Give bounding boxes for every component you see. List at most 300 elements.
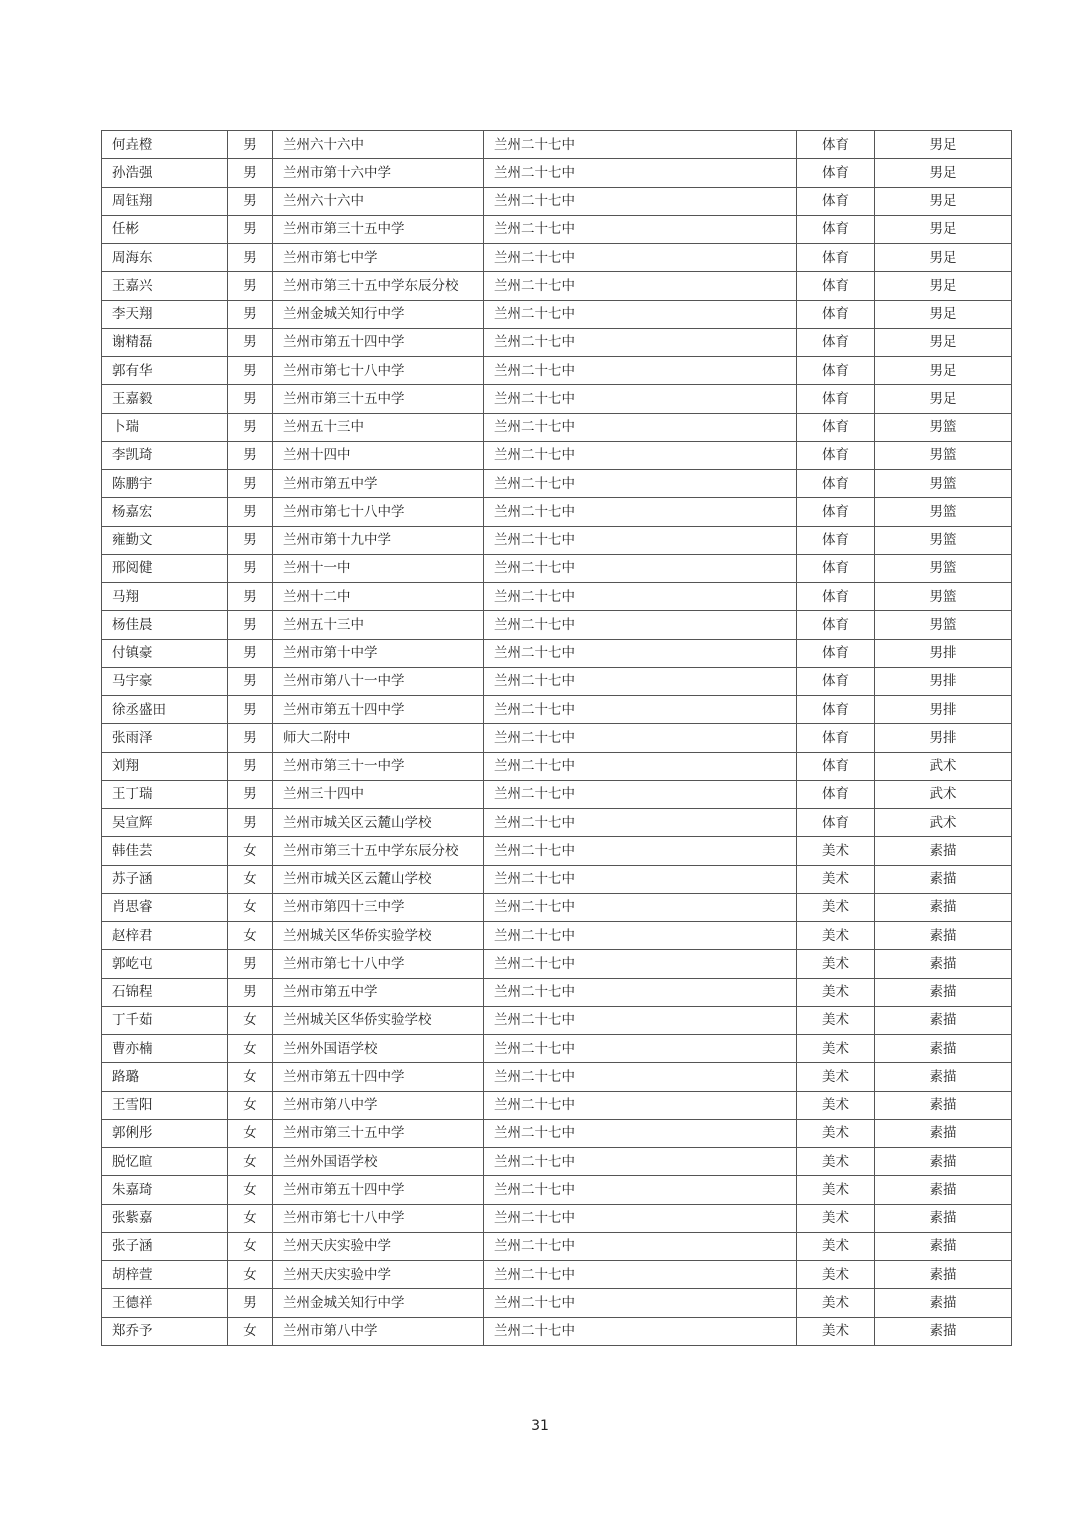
origin-school-cell: 兰州外国语学校 <box>273 1148 484 1176</box>
gender-cell: 男 <box>228 328 273 356</box>
origin-school-cell: 兰州市城关区云麓山学校 <box>273 809 484 837</box>
table-row <box>102 215 1012 243</box>
origin-school-cell: 兰州市第三十五中学 <box>273 1119 484 1147</box>
table-row <box>102 583 1012 611</box>
category-cell: 美术 <box>797 865 875 893</box>
student-name-cell: 张子涵 <box>102 1232 228 1260</box>
origin-school-cell: 兰州金城关知行中学 <box>273 300 484 328</box>
table-row <box>102 272 1012 300</box>
specialty-cell: 男足 <box>875 215 1012 243</box>
category-cell: 体育 <box>797 752 875 780</box>
gender-cell: 男 <box>228 385 273 413</box>
origin-school-cell: 兰州市第三十五中学 <box>273 385 484 413</box>
origin-school-cell: 兰州五十三中 <box>273 413 484 441</box>
table-row <box>102 1261 1012 1289</box>
table-row <box>102 131 1012 159</box>
specialty-cell: 男足 <box>875 300 1012 328</box>
student-name-cell: 苏子涵 <box>102 865 228 893</box>
gender-cell: 男 <box>228 215 273 243</box>
table-row <box>102 1148 1012 1176</box>
admitting-school-cell: 兰州二十七中 <box>484 1148 797 1176</box>
table-row <box>102 1317 1012 1345</box>
admitting-school-cell: 兰州二十七中 <box>484 1006 797 1034</box>
specialty-cell: 素描 <box>875 1176 1012 1204</box>
origin-school-cell: 兰州六十六中 <box>273 187 484 215</box>
gender-cell: 女 <box>228 1204 273 1232</box>
student-name-cell: 雍勤文 <box>102 526 228 554</box>
admitting-school-cell: 兰州二十七中 <box>484 357 797 385</box>
student-name-cell: 吴宣辉 <box>102 809 228 837</box>
admitting-school-cell: 兰州二十七中 <box>484 159 797 187</box>
gender-cell: 女 <box>228 865 273 893</box>
student-name-cell: 赵梓君 <box>102 922 228 950</box>
category-cell: 美术 <box>797 1176 875 1204</box>
origin-school-cell: 兰州市第五十四中学 <box>273 696 484 724</box>
student-name-cell: 杨嘉宏 <box>102 498 228 526</box>
table-row <box>102 809 1012 837</box>
specialty-cell: 男足 <box>875 131 1012 159</box>
student-roster-table <box>101 130 1012 1346</box>
admitting-school-cell: 兰州二十七中 <box>484 978 797 1006</box>
specialty-cell: 男篮 <box>875 583 1012 611</box>
specialty-cell: 男足 <box>875 357 1012 385</box>
specialty-cell: 素描 <box>875 922 1012 950</box>
origin-school-cell: 兰州天庆实验中学 <box>273 1232 484 1260</box>
table-row <box>102 413 1012 441</box>
category-cell: 美术 <box>797 1148 875 1176</box>
origin-school-cell: 兰州金城关知行中学 <box>273 1289 484 1317</box>
gender-cell: 女 <box>228 1176 273 1204</box>
origin-school-cell: 兰州十一中 <box>273 554 484 582</box>
specialty-cell: 素描 <box>875 1063 1012 1091</box>
category-cell: 体育 <box>797 131 875 159</box>
student-name-cell: 王雪阳 <box>102 1091 228 1119</box>
category-cell: 体育 <box>797 159 875 187</box>
admitting-school-cell: 兰州二十七中 <box>484 1091 797 1119</box>
table-row <box>102 159 1012 187</box>
admitting-school-cell: 兰州二十七中 <box>484 639 797 667</box>
student-name-cell: 王丁瑞 <box>102 780 228 808</box>
gender-cell: 男 <box>228 1289 273 1317</box>
admitting-school-cell: 兰州二十七中 <box>484 385 797 413</box>
table-row <box>102 667 1012 695</box>
specialty-cell: 男足 <box>875 272 1012 300</box>
specialty-cell: 男篮 <box>875 413 1012 441</box>
gender-cell: 男 <box>228 272 273 300</box>
gender-cell: 男 <box>228 470 273 498</box>
admitting-school-cell: 兰州二十七中 <box>484 244 797 272</box>
gender-cell: 女 <box>228 1148 273 1176</box>
specialty-cell: 男篮 <box>875 498 1012 526</box>
specialty-cell: 男篮 <box>875 611 1012 639</box>
student-name-cell: 杨佳晨 <box>102 611 228 639</box>
admitting-school-cell: 兰州二十七中 <box>484 131 797 159</box>
gender-cell: 男 <box>228 300 273 328</box>
origin-school-cell: 师大二附中 <box>273 724 484 752</box>
admitting-school-cell: 兰州二十七中 <box>484 498 797 526</box>
gender-cell: 男 <box>228 187 273 215</box>
origin-school-cell: 兰州市第七十八中学 <box>273 950 484 978</box>
gender-cell: 女 <box>228 1063 273 1091</box>
category-cell: 体育 <box>797 328 875 356</box>
specialty-cell: 素描 <box>875 1204 1012 1232</box>
gender-cell: 男 <box>228 357 273 385</box>
origin-school-cell: 兰州市第五中学 <box>273 978 484 1006</box>
origin-school-cell: 兰州市第七十八中学 <box>273 1204 484 1232</box>
origin-school-cell: 兰州市第五十四中学 <box>273 1176 484 1204</box>
table-row <box>102 300 1012 328</box>
admitting-school-cell: 兰州二十七中 <box>484 752 797 780</box>
table-row <box>102 498 1012 526</box>
category-cell: 美术 <box>797 837 875 865</box>
gender-cell: 男 <box>228 809 273 837</box>
table-row <box>102 837 1012 865</box>
gender-cell: 男 <box>228 724 273 752</box>
gender-cell: 女 <box>228 1035 273 1063</box>
student-name-cell: 王嘉兴 <box>102 272 228 300</box>
gender-cell: 男 <box>228 413 273 441</box>
gender-cell: 女 <box>228 1261 273 1289</box>
gender-cell: 男 <box>228 441 273 469</box>
student-name-cell: 陈鹏宇 <box>102 470 228 498</box>
table-row <box>102 865 1012 893</box>
category-cell: 体育 <box>797 357 875 385</box>
specialty-cell: 素描 <box>875 893 1012 921</box>
category-cell: 美术 <box>797 922 875 950</box>
admitting-school-cell: 兰州二十七中 <box>484 554 797 582</box>
table-row <box>102 328 1012 356</box>
table-row <box>102 696 1012 724</box>
table-row <box>102 385 1012 413</box>
table-row <box>102 526 1012 554</box>
student-name-cell: 王德祥 <box>102 1289 228 1317</box>
admitting-school-cell: 兰州二十七中 <box>484 1063 797 1091</box>
student-name-cell: 曹亦楠 <box>102 1035 228 1063</box>
specialty-cell: 男足 <box>875 187 1012 215</box>
table-row <box>102 441 1012 469</box>
category-cell: 体育 <box>797 441 875 469</box>
origin-school-cell: 兰州十二中 <box>273 583 484 611</box>
admitting-school-cell: 兰州二十七中 <box>484 215 797 243</box>
category-cell: 美术 <box>797 1035 875 1063</box>
category-cell: 美术 <box>797 1091 875 1119</box>
student-name-cell: 石锦程 <box>102 978 228 1006</box>
origin-school-cell: 兰州市第八十一中学 <box>273 667 484 695</box>
specialty-cell: 男篮 <box>875 554 1012 582</box>
table-row <box>102 611 1012 639</box>
specialty-cell: 男排 <box>875 724 1012 752</box>
student-name-cell: 张紫嘉 <box>102 1204 228 1232</box>
table-row <box>102 1006 1012 1034</box>
table-row <box>102 1091 1012 1119</box>
origin-school-cell: 兰州十四中 <box>273 441 484 469</box>
student-name-cell: 郭俐彤 <box>102 1119 228 1147</box>
origin-school-cell: 兰州市第十九中学 <box>273 526 484 554</box>
category-cell: 美术 <box>797 1119 875 1147</box>
gender-cell: 男 <box>228 667 273 695</box>
table-row <box>102 978 1012 1006</box>
origin-school-cell: 兰州市第三十五中学东辰分校 <box>273 837 484 865</box>
gender-cell: 男 <box>228 639 273 667</box>
category-cell: 体育 <box>797 300 875 328</box>
gender-cell: 女 <box>228 837 273 865</box>
category-cell: 体育 <box>797 526 875 554</box>
table-row <box>102 357 1012 385</box>
admitting-school-cell: 兰州二十七中 <box>484 1232 797 1260</box>
category-cell: 体育 <box>797 498 875 526</box>
student-name-cell: 孙浩强 <box>102 159 228 187</box>
student-name-cell: 马翔 <box>102 583 228 611</box>
category-cell: 体育 <box>797 413 875 441</box>
gender-cell: 男 <box>228 752 273 780</box>
admitting-school-cell: 兰州二十七中 <box>484 611 797 639</box>
origin-school-cell: 兰州市第八中学 <box>273 1091 484 1119</box>
origin-school-cell: 兰州市第十六中学 <box>273 159 484 187</box>
category-cell: 体育 <box>797 724 875 752</box>
table-row <box>102 244 1012 272</box>
category-cell: 体育 <box>797 385 875 413</box>
admitting-school-cell: 兰州二十七中 <box>484 328 797 356</box>
gender-cell: 男 <box>228 950 273 978</box>
roster-body <box>102 131 1012 1346</box>
student-name-cell: 徐丞盛田 <box>102 696 228 724</box>
student-name-cell: 付镇豪 <box>102 639 228 667</box>
gender-cell: 男 <box>228 611 273 639</box>
gender-cell: 男 <box>228 159 273 187</box>
origin-school-cell: 兰州天庆实验中学 <box>273 1261 484 1289</box>
specialty-cell: 素描 <box>875 865 1012 893</box>
student-name-cell: 肖思睿 <box>102 893 228 921</box>
category-cell: 体育 <box>797 554 875 582</box>
table-row <box>102 1204 1012 1232</box>
student-name-cell: 邢阅健 <box>102 554 228 582</box>
student-name-cell: 王嘉毅 <box>102 385 228 413</box>
table-row <box>102 187 1012 215</box>
admitting-school-cell: 兰州二十七中 <box>484 696 797 724</box>
student-name-cell: 脱忆暄 <box>102 1148 228 1176</box>
origin-school-cell: 兰州市第十中学 <box>273 639 484 667</box>
specialty-cell: 素描 <box>875 950 1012 978</box>
category-cell: 体育 <box>797 639 875 667</box>
admitting-school-cell: 兰州二十七中 <box>484 837 797 865</box>
admitting-school-cell: 兰州二十七中 <box>484 187 797 215</box>
gender-cell: 男 <box>228 978 273 1006</box>
origin-school-cell: 兰州市城关区云麓山学校 <box>273 865 484 893</box>
specialty-cell: 男篮 <box>875 526 1012 554</box>
category-cell: 体育 <box>797 583 875 611</box>
origin-school-cell: 兰州市第五十四中学 <box>273 1063 484 1091</box>
category-cell: 体育 <box>797 809 875 837</box>
student-name-cell: 胡梓萱 <box>102 1261 228 1289</box>
student-name-cell: 郭有华 <box>102 357 228 385</box>
student-name-cell: 张雨泽 <box>102 724 228 752</box>
admitting-school-cell: 兰州二十七中 <box>484 809 797 837</box>
gender-cell: 男 <box>228 554 273 582</box>
specialty-cell: 男篮 <box>875 441 1012 469</box>
specialty-cell: 武术 <box>875 752 1012 780</box>
table-row <box>102 639 1012 667</box>
student-name-cell: 任彬 <box>102 215 228 243</box>
student-name-cell: 韩佳芸 <box>102 837 228 865</box>
admitting-school-cell: 兰州二十七中 <box>484 1261 797 1289</box>
specialty-cell: 男排 <box>875 639 1012 667</box>
student-name-cell: 周钰翔 <box>102 187 228 215</box>
specialty-cell: 素描 <box>875 1148 1012 1176</box>
specialty-cell: 素描 <box>875 1232 1012 1260</box>
origin-school-cell: 兰州市第三十五中学东辰分校 <box>273 272 484 300</box>
student-name-cell: 郑乔予 <box>102 1317 228 1345</box>
admitting-school-cell: 兰州二十七中 <box>484 583 797 611</box>
origin-school-cell: 兰州市第五十四中学 <box>273 328 484 356</box>
admitting-school-cell: 兰州二十七中 <box>484 1204 797 1232</box>
origin-school-cell: 兰州市第七十八中学 <box>273 498 484 526</box>
category-cell: 美术 <box>797 950 875 978</box>
specialty-cell: 男足 <box>875 244 1012 272</box>
gender-cell: 女 <box>228 922 273 950</box>
gender-cell: 女 <box>228 1006 273 1034</box>
category-cell: 体育 <box>797 696 875 724</box>
table-row <box>102 1232 1012 1260</box>
table-row <box>102 554 1012 582</box>
origin-school-cell: 兰州市第五中学 <box>273 470 484 498</box>
admitting-school-cell: 兰州二十七中 <box>484 922 797 950</box>
admitting-school-cell: 兰州二十七中 <box>484 780 797 808</box>
table-row <box>102 1176 1012 1204</box>
admitting-school-cell: 兰州二十七中 <box>484 1289 797 1317</box>
specialty-cell: 素描 <box>875 1317 1012 1345</box>
admitting-school-cell: 兰州二十七中 <box>484 413 797 441</box>
category-cell: 美术 <box>797 893 875 921</box>
category-cell: 美术 <box>797 1261 875 1289</box>
specialty-cell: 素描 <box>875 1091 1012 1119</box>
origin-school-cell: 兰州三十四中 <box>273 780 484 808</box>
admitting-school-cell: 兰州二十七中 <box>484 724 797 752</box>
student-name-cell: 卜瑞 <box>102 413 228 441</box>
category-cell: 美术 <box>797 1063 875 1091</box>
student-name-cell: 朱嘉琦 <box>102 1176 228 1204</box>
table-row <box>102 922 1012 950</box>
admitting-school-cell: 兰州二十七中 <box>484 667 797 695</box>
student-name-cell: 谢精磊 <box>102 328 228 356</box>
origin-school-cell: 兰州城关区华侨实验学校 <box>273 1006 484 1034</box>
gender-cell: 女 <box>228 893 273 921</box>
student-name-cell: 何垚橙 <box>102 131 228 159</box>
specialty-cell: 武术 <box>875 780 1012 808</box>
category-cell: 体育 <box>797 272 875 300</box>
student-name-cell: 周海东 <box>102 244 228 272</box>
gender-cell: 男 <box>228 498 273 526</box>
page-number: 31 <box>531 1418 549 1434</box>
gender-cell: 女 <box>228 1119 273 1147</box>
category-cell: 体育 <box>797 611 875 639</box>
admitting-school-cell: 兰州二十七中 <box>484 470 797 498</box>
origin-school-cell: 兰州五十三中 <box>273 611 484 639</box>
gender-cell: 男 <box>228 583 273 611</box>
table-row <box>102 893 1012 921</box>
specialty-cell: 男篮 <box>875 470 1012 498</box>
table-row <box>102 1289 1012 1317</box>
admitting-school-cell: 兰州二十七中 <box>484 1035 797 1063</box>
admitting-school-cell: 兰州二十七中 <box>484 1119 797 1147</box>
student-name-cell: 刘翔 <box>102 752 228 780</box>
category-cell: 体育 <box>797 244 875 272</box>
gender-cell: 女 <box>228 1317 273 1345</box>
table-row <box>102 950 1012 978</box>
category-cell: 体育 <box>797 187 875 215</box>
specialty-cell: 男排 <box>875 667 1012 695</box>
specialty-cell: 素描 <box>875 1119 1012 1147</box>
specialty-cell: 素描 <box>875 1289 1012 1317</box>
specialty-cell: 素描 <box>875 1006 1012 1034</box>
admitting-school-cell: 兰州二十七中 <box>484 441 797 469</box>
specialty-cell: 素描 <box>875 978 1012 1006</box>
admitting-school-cell: 兰州二十七中 <box>484 950 797 978</box>
table-row <box>102 1063 1012 1091</box>
origin-school-cell: 兰州市第八中学 <box>273 1317 484 1345</box>
table-row <box>102 752 1012 780</box>
gender-cell: 男 <box>228 780 273 808</box>
origin-school-cell: 兰州外国语学校 <box>273 1035 484 1063</box>
origin-school-cell: 兰州市第三十一中学 <box>273 752 484 780</box>
table-row <box>102 780 1012 808</box>
category-cell: 美术 <box>797 1006 875 1034</box>
specialty-cell: 素描 <box>875 837 1012 865</box>
gender-cell: 男 <box>228 244 273 272</box>
student-name-cell: 李天翔 <box>102 300 228 328</box>
origin-school-cell: 兰州市第七十八中学 <box>273 357 484 385</box>
admitting-school-cell: 兰州二十七中 <box>484 893 797 921</box>
specialty-cell: 男足 <box>875 385 1012 413</box>
admitting-school-cell: 兰州二十七中 <box>484 272 797 300</box>
table-row <box>102 1119 1012 1147</box>
category-cell: 美术 <box>797 1289 875 1317</box>
specialty-cell: 男足 <box>875 328 1012 356</box>
gender-cell: 男 <box>228 131 273 159</box>
category-cell: 美术 <box>797 1232 875 1260</box>
category-cell: 体育 <box>797 470 875 498</box>
category-cell: 体育 <box>797 215 875 243</box>
table-row <box>102 724 1012 752</box>
specialty-cell: 男足 <box>875 159 1012 187</box>
origin-school-cell: 兰州六十六中 <box>273 131 484 159</box>
gender-cell: 女 <box>228 1091 273 1119</box>
origin-school-cell: 兰州市第四十三中学 <box>273 893 484 921</box>
student-name-cell: 李凯琦 <box>102 441 228 469</box>
origin-school-cell: 兰州城关区华侨实验学校 <box>273 922 484 950</box>
specialty-cell: 武术 <box>875 809 1012 837</box>
specialty-cell: 素描 <box>875 1035 1012 1063</box>
admitting-school-cell: 兰州二十七中 <box>484 300 797 328</box>
gender-cell: 女 <box>228 1232 273 1260</box>
table-row <box>102 1035 1012 1063</box>
student-name-cell: 路璐 <box>102 1063 228 1091</box>
student-name-cell: 郭屹屯 <box>102 950 228 978</box>
category-cell: 美术 <box>797 1317 875 1345</box>
student-name-cell: 丁千茹 <box>102 1006 228 1034</box>
specialty-cell: 男排 <box>875 696 1012 724</box>
student-name-cell: 马宇豪 <box>102 667 228 695</box>
origin-school-cell: 兰州市第七中学 <box>273 244 484 272</box>
admitting-school-cell: 兰州二十七中 <box>484 865 797 893</box>
category-cell: 美术 <box>797 978 875 1006</box>
specialty-cell: 素描 <box>875 1261 1012 1289</box>
category-cell: 体育 <box>797 667 875 695</box>
gender-cell: 男 <box>228 696 273 724</box>
admitting-school-cell: 兰州二十七中 <box>484 526 797 554</box>
category-cell: 美术 <box>797 1204 875 1232</box>
gender-cell: 男 <box>228 526 273 554</box>
admitting-school-cell: 兰州二十七中 <box>484 1317 797 1345</box>
